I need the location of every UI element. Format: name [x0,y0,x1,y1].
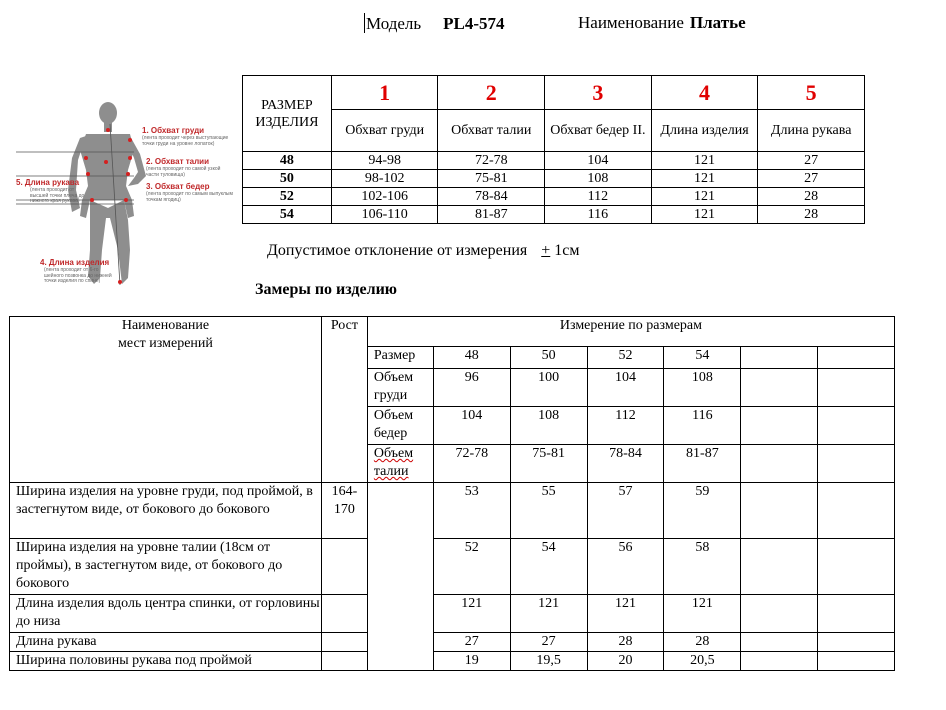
empty-cell [741,347,818,369]
size-table [242,75,865,224]
empty-cell [741,539,818,595]
measure-height [321,652,367,671]
column-header: Обхват талии [438,110,545,152]
measure-value: 55 [510,483,587,539]
value-cell: 121 [651,152,758,170]
model-line [364,13,505,34]
table-row [10,633,895,652]
name-label: Наименование [578,13,684,32]
size-cell: 54 [243,206,332,224]
measure-name: Длина рукава [10,633,322,652]
empty-cell [818,483,895,539]
plus-minus-sign: + [541,242,551,259]
size-cell: 48 [243,152,332,170]
tolerance-note [267,242,580,260]
column-header: Длина изделия [651,110,758,152]
empty-cell [367,483,433,671]
figure-note-chest: (лента проходит через выступающие точки груди на уровне лопаток) [142,135,229,147]
table-row [10,652,895,671]
col-header-name: Наименование мест измерений [10,317,322,483]
column-number: 3 [545,76,652,110]
value-cell: 27 [758,152,865,170]
measure-value: 52 [433,539,510,595]
empty-cell [818,369,895,407]
empty-cell [741,633,818,652]
value-cell: 121 [651,188,758,206]
empty-cell [818,445,895,483]
value-cell: 121 [651,206,758,224]
name-line [578,13,746,33]
measure-value: 27 [433,633,510,652]
ref-value: 75-81 [510,445,587,483]
ref-label: Размер [367,347,433,369]
measure-value: 59 [664,483,741,539]
value-cell: 121 [651,170,758,188]
ref-value: 54 [664,347,741,369]
value-cell: 72-78 [438,152,545,170]
measure-height [321,633,367,652]
figure-label-chest: 1. Обхват груди [142,126,205,135]
value-cell: 108 [545,170,652,188]
size-cell: 50 [243,170,332,188]
ref-value: 78-84 [587,445,664,483]
name-value: Платье [689,13,746,32]
value-cell: 106-110 [331,206,438,224]
empty-cell [741,595,818,633]
table-row [243,206,865,224]
empty-cell [741,369,818,407]
value-cell: 104 [545,152,652,170]
column-number: 5 [758,76,865,110]
column-header: Обхват бедер II. [545,110,652,152]
measure-value: 27 [510,633,587,652]
value-cell: 81-87 [438,206,545,224]
column-header: Обхват груди [331,110,438,152]
measurements-title: Замеры по изделию [255,281,398,298]
value-cell: 27 [758,170,865,188]
table-row [10,595,895,633]
figure-label-hips: 3. Обхват бедер [146,182,210,191]
empty-cell [818,539,895,595]
value-cell: 78-84 [438,188,545,206]
measure-value: 121 [510,595,587,633]
ref-value: 100 [510,369,587,407]
measure-name: Ширина половины рукава под проймой [10,652,322,671]
ref-value: 50 [510,347,587,369]
measure-value: 20 [587,652,664,671]
table-row [243,152,865,170]
value-cell: 28 [758,188,865,206]
measure-value: 19 [433,652,510,671]
text-cursor [364,13,365,33]
ref-value: 48 [433,347,510,369]
measure-value: 56 [587,539,664,595]
ref-value: 81-87 [664,445,741,483]
figure-note-sleeve: (лента проходит от высшей точки плеча до нижнего края рукава) [30,187,85,204]
empty-cell [741,445,818,483]
measure-height [321,539,367,595]
measure-value: 19,5 [510,652,587,671]
value-cell: 94-98 [331,152,438,170]
empty-cell [818,407,895,445]
value-cell: 75-81 [438,170,545,188]
measure-value: 58 [664,539,741,595]
ref-value: 104 [433,407,510,445]
ref-label: Объем груди [367,369,433,407]
col-header-sizes: Измерение по размерам [367,317,894,347]
col-header-height: Рост [321,317,367,483]
ref-label: Объем талии [367,445,433,483]
value-cell: 102-106 [331,188,438,206]
table-row [243,170,865,188]
measure-value: 28 [664,633,741,652]
column-number: 2 [438,76,545,110]
column-number: 1 [331,76,438,110]
figure-label-length: 4. Длина изделия [40,258,110,267]
measure-value: 20,5 [664,652,741,671]
model-value: PL4-574 [443,14,505,33]
measure-name: Ширина изделия на уровне груди, под проймой, в застегнутом виде, от бокового до бокового [10,483,322,539]
empty-cell [818,652,895,671]
measure-value: 28 [587,633,664,652]
empty-cell [741,407,818,445]
figure-note-hips: (лента проходит по самым выпуклым точкам ягодиц) [146,191,233,203]
figure-note-waist: (лента проходит по самой узкой части туловища) [146,166,221,178]
body-figure [10,100,238,312]
figure-label-waist: 2. Обхват талии [146,157,209,166]
size-header: РАЗМЕР ИЗДЕЛИЯ [243,76,332,152]
empty-cell [741,483,818,539]
ref-value: 104 [587,369,664,407]
measure-value: 121 [433,595,510,633]
table-row [10,539,895,595]
value-cell: 116 [545,206,652,224]
empty-cell [818,347,895,369]
size-cell: 52 [243,188,332,206]
figure-label-sleeve: 5. Длина рукава [16,178,80,187]
column-number: 4 [651,76,758,110]
measure-value: 121 [587,595,664,633]
measure-height [321,595,367,633]
ref-label: Объем бедер [367,407,433,445]
measure-name: Длина изделия вдоль центра спинки, от горловины до низа [10,595,322,633]
measurements-table [9,316,895,671]
measure-value: 57 [587,483,664,539]
measure-value: 53 [433,483,510,539]
figure-note-length: (лента проходит от 6-го шейного позвонка до нижней точки изделия по спине) [44,267,112,284]
ref-value: 116 [664,407,741,445]
ref-value: 108 [664,369,741,407]
tolerance-value: 1см [554,242,580,259]
column-header: Длина рукава [758,110,865,152]
ref-value: 52 [587,347,664,369]
empty-cell [818,595,895,633]
value-cell: 98-102 [331,170,438,188]
measure-value: 121 [664,595,741,633]
empty-cell [741,652,818,671]
ref-value: 96 [433,369,510,407]
ref-value: 112 [587,407,664,445]
empty-cell [818,633,895,652]
measure-name: Ширина изделия на уровне талии (18см от проймы), в застегнутом виде, от бокового до бокового [10,539,322,595]
measure-value: 54 [510,539,587,595]
ref-value: 108 [510,407,587,445]
measure-height: 164-170 [321,483,367,539]
ref-value: 72-78 [433,445,510,483]
table-row [243,188,865,206]
model-label: Модель [366,14,422,33]
table-row [10,483,895,539]
value-cell: 28 [758,206,865,224]
tolerance-text: Допустимое отклонение от измерения [267,242,528,259]
value-cell: 112 [545,188,652,206]
